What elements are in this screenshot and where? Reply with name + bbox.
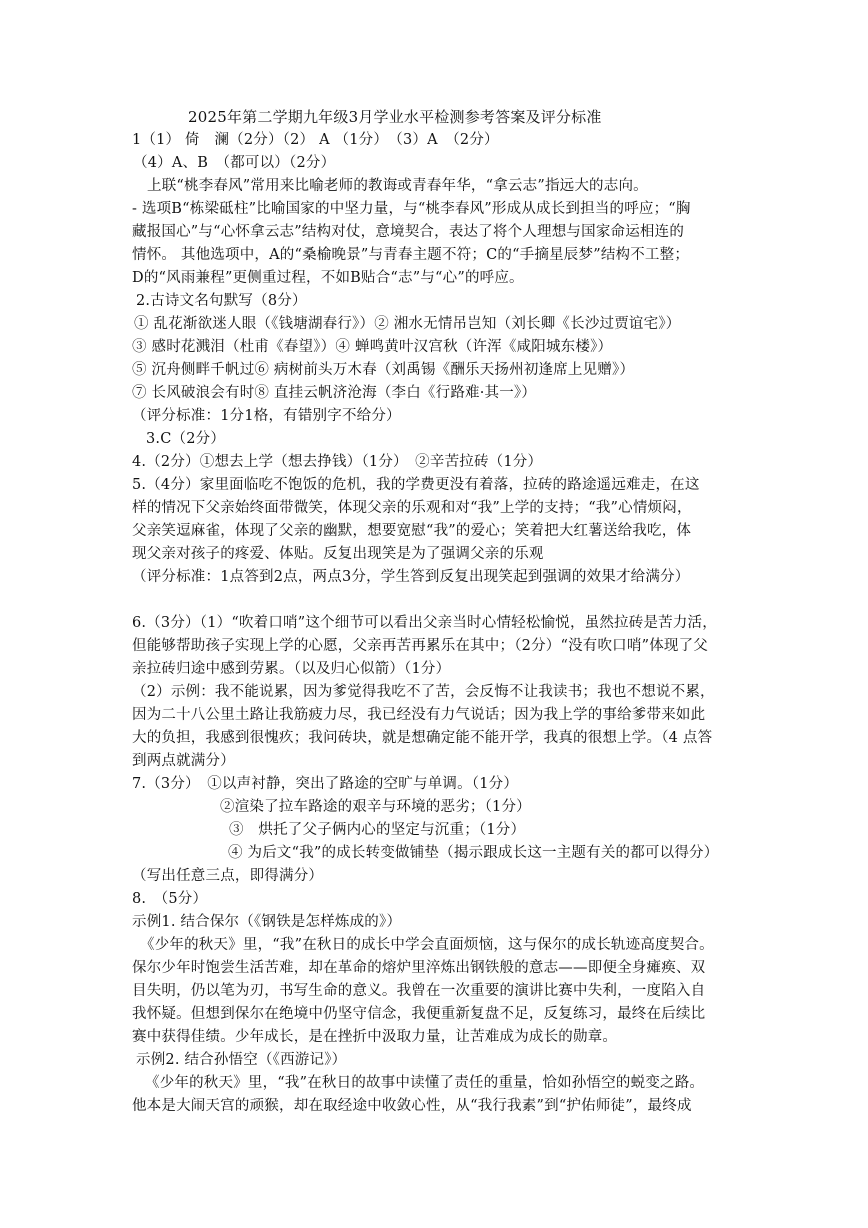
answer-line: 《少年的秋天》里，“我”在秋日的故事中读懂了责任的重量，恰如孙悟空的蜕变之路。 bbox=[145, 1075, 705, 1091]
answer-line: ②渲染了拉车路途的艰辛与环境的恶劣；（1分） bbox=[220, 799, 531, 815]
answer-line: 保尔少年时饱尝生活苦难，却在革命的熔炉里淬炼出钢铁般的意志——即便全身瘫痪、双 bbox=[132, 960, 706, 976]
answer-line: 上联“桃李春风”常用来比喻老师的教诲或青春年华，“拿云志”指远大的志向。 bbox=[147, 178, 648, 194]
answer-line: 我怀疑。但想到保尔在绝境中仍坚守信念，我便重新复盘不足，反复练习，最终在后续比 bbox=[132, 1006, 706, 1022]
answer-line: 1（1） 倚 澜（2分）（2） A （1分） （3）A （2分） bbox=[132, 132, 499, 148]
answer-line: （4）A、B （都可以）（2分） bbox=[133, 155, 336, 171]
example-heading: 示例1. 结合保尔（《钢铁是怎样炼成的》） bbox=[132, 914, 402, 930]
answer-line: - 选项B“栋梁砥柱”比喻国家的中坚力量，与“桃李春风”形成从成长到担当的呼应；“胸 bbox=[132, 201, 691, 217]
answer-line: ③ 感时花溅泪（杜甫《春望》）④ 蝉鸣黄叶汉宫秋（许浑《咸阳城东楼》） bbox=[132, 339, 613, 355]
page-title: 2025年第二学期九年级3月学业水平检测参考答案及评分标准 bbox=[188, 108, 602, 126]
answer-line: 但能够帮助孩子实现上学的心愿，父亲再苦再累乐在其中；（2分）“没有吹口哨”体现了父 bbox=[132, 638, 708, 654]
answer-line: 《少年的秋天》里，“我”在秋日的成长中学会直面烦恼，这与保尔的成长轨迹高度契合。 bbox=[140, 937, 714, 953]
answer-line: 目失明，仍以笔为刃，书写生命的意义。我曾在一次重要的演讲比赛中失利，一度陷入自 bbox=[132, 983, 706, 999]
grading-note: （评分标准：1分1格，有错别字不给分） bbox=[132, 408, 401, 424]
answer-line: 3.C（2分） bbox=[146, 431, 226, 447]
answer-line: 现父亲对孩子的疼爱、体贴。反复出现笑是为了强调父亲的乐观 bbox=[132, 546, 544, 562]
answer-line: 亲拉砖归途中感到劳累。（以及归心似箭）（1分） bbox=[132, 661, 451, 677]
answer-line: ④ 为后文“我”的成长转变做铺垫（揭示跟成长这一主题有关的都可以得分） bbox=[228, 845, 719, 861]
answer-line: 5.（4分）家里面临吃不饱饭的危机，我的学费更没有着落，拉砖的路途遥远难走，在这 bbox=[132, 477, 700, 493]
section-heading: 2.古诗文名句默写（8分） bbox=[136, 293, 307, 309]
answer-line: 样的情况下父亲始终面带微笑，体现父亲的乐观和对“我”上学的支持；“我”心情烦闷， bbox=[132, 500, 692, 516]
answer-line: 7.（3分） ①以声衬静，突出了路途的空旷与单调。（1分） bbox=[132, 776, 519, 792]
answer-line: 到两点就满分） bbox=[132, 753, 235, 769]
answer-line: 他本是大闹天宫的顽猴，却在取经途中收敛心性，从“我行我素”到“护佑师徒”，最终成 bbox=[132, 1098, 692, 1114]
answer-line: 父亲笑逗麻雀，体现了父亲的幽默，想要宽慰“我”的爱心；笑着把大红薯送给我吃，体 bbox=[132, 523, 692, 539]
grading-note: （评分标准：1点答到2点，两点3分，学生答到反复出现笑起到强调的效果才给满分） bbox=[132, 569, 690, 585]
answer-line: ⑦ 长风破浪会有时⑧ 直挂云帆济沧海（李白《行路难·其一》） bbox=[132, 385, 537, 401]
answer-line: 因为二十八公里土路让我筋疲力尽，我已经没有力气说话；因为我上学的事给爹带来如此 bbox=[132, 707, 706, 723]
answer-line: 4.（2分）①想去上学（想去挣钱）（1分） ②辛苦拉砖（1分） bbox=[132, 454, 543, 470]
answer-line: 8. （5分） bbox=[132, 891, 208, 907]
answer-line: （2）示例：我不能说累，因为爹觉得我吃不了苦，会反悔不让我读书；我也不想说不累， bbox=[132, 684, 715, 700]
answer-line: 藏报国心”与“心怀拿云志”结构对仗，意境契合，表达了将个人理想与国家命运相连的 bbox=[132, 224, 685, 240]
answer-line: 赛中获得佳绩。少年成长，是在挫折中汲取力量，让苦难成为成长的勋章。 bbox=[132, 1029, 618, 1045]
grading-note: （写出任意三点，即得满分） bbox=[132, 868, 324, 884]
example-heading: 示例2. 结合孙悟空（《西游记》） bbox=[136, 1052, 347, 1068]
answer-line: D的“风雨兼程”更侧重过程，不如B贴合“志”与“心”的呼应。 bbox=[132, 270, 524, 286]
answer-line: 6.（3分）（1）“吹着口哨”这个细节可以看出父亲当时心情轻松愉悦，虽然拉砖是苦力活， bbox=[132, 615, 717, 631]
answer-line: 情怀。 其他选项中，A的“桑榆晚景”与青春主题不符；C的“手摘星辰梦”结构不工整； bbox=[132, 247, 690, 263]
answer-line: 大的负担，我感到很愧疚；我问砖块，就是想确定能不能开学，我真的很想上学。（4 点答 bbox=[132, 730, 713, 746]
answer-line: ⑤ 沉舟侧畔千帆过⑥ 病树前头万木春（刘禹锡《酬乐天扬州初逢席上见赠》） bbox=[132, 362, 635, 378]
answer-line: ③ 烘托了父子俩内心的坚定与沉重；（1分） bbox=[229, 822, 526, 838]
answer-line: ① 乱花渐欲迷人眼（《钱塘湖春行》）② 湘水无情吊岂知（刘长卿《长沙过贾谊宅》） bbox=[134, 316, 681, 332]
